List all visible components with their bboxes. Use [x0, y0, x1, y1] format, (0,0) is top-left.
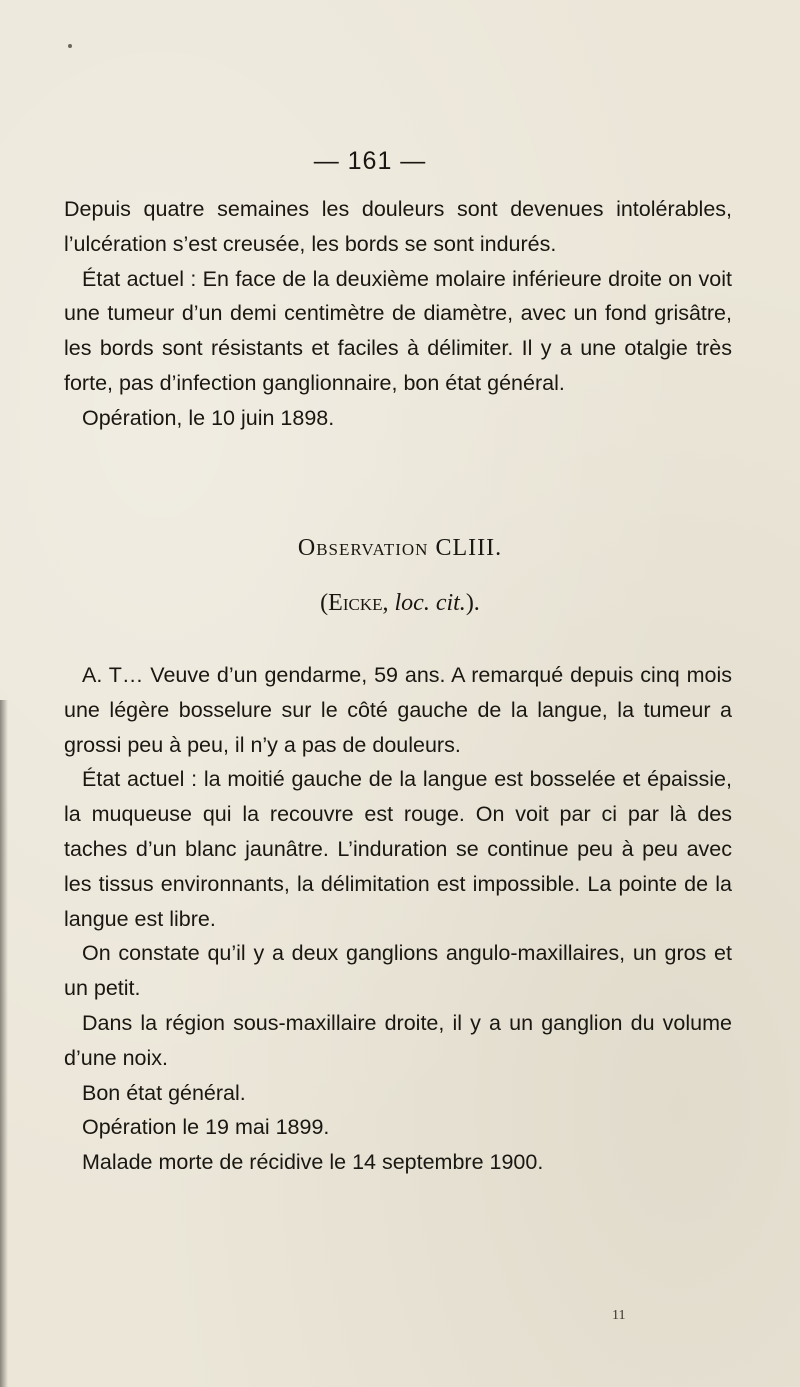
paragraph: État actuel : la moitié gauche de la langue est bosselée et épaissie, la muqueuse qui la recouvre est rouge. On voit par ci par là des taches d’un blanc jaunâtre. L’induration se continue peu à peu avec les tissus environnants, la délimitation est impossible. La pointe de la langue est libre.	[64, 767, 732, 931]
ref-sep: ,	[382, 590, 395, 616]
paragraph: Opération, le 10 juin 1898.	[82, 405, 335, 430]
observation-title: Observation CLIII.	[297, 535, 503, 561]
ref-loc-cit: loc. cit.	[394, 590, 466, 616]
ref-close: ).	[465, 590, 480, 616]
observation-heading	[0, 535, 800, 562]
binding-shadow	[0, 700, 8, 1387]
signature-mark: 11	[612, 1308, 626, 1323]
observation-reference	[0, 590, 800, 617]
ref-author: Eicke	[328, 590, 383, 616]
paragraph: Bon état général.	[82, 1080, 246, 1105]
section-1	[64, 192, 732, 436]
paragraph: A. T… Veuve d’un gendarme, 59 ans. A remarqué depuis cinq mois une légère bosselure sur le côté gauche de la langue, la tumeur a grossi peu à peu, il n’y a pas de douleurs.	[64, 663, 732, 757]
ref-open: (	[320, 590, 329, 616]
section-2	[64, 658, 732, 1180]
paragraph: Opération le 19 mai 1899.	[82, 1115, 330, 1140]
paragraph: Dans la région sous-maxillaire droite, il y a un ganglion du volume d’une noix.	[64, 1010, 732, 1070]
page-number: — 161 —	[313, 147, 427, 175]
paragraph: Depuis quatre semaines les douleurs sont devenues intolérables, l’ulcération s’est creusée, les bords se sont indurés.	[64, 197, 732, 256]
paragraph: État actuel : En face de la deuxième molaire inférieure droite on voit une tumeur d’un demi centimètre de diamètre, avec un fond grisâtre, les bords sont résistants et faciles à délimiter. Il y a une otalgie très forte, pas d’infection ganglionnaire, bon état général.	[64, 266, 732, 395]
paragraph: On constate qu’il y a deux ganglions angulo-maxillaires, un gros et un petit.	[64, 941, 732, 1001]
paragraph: Malade morte de récidive le 14 septembre 1900.	[82, 1150, 544, 1175]
speck-mark	[68, 44, 72, 48]
